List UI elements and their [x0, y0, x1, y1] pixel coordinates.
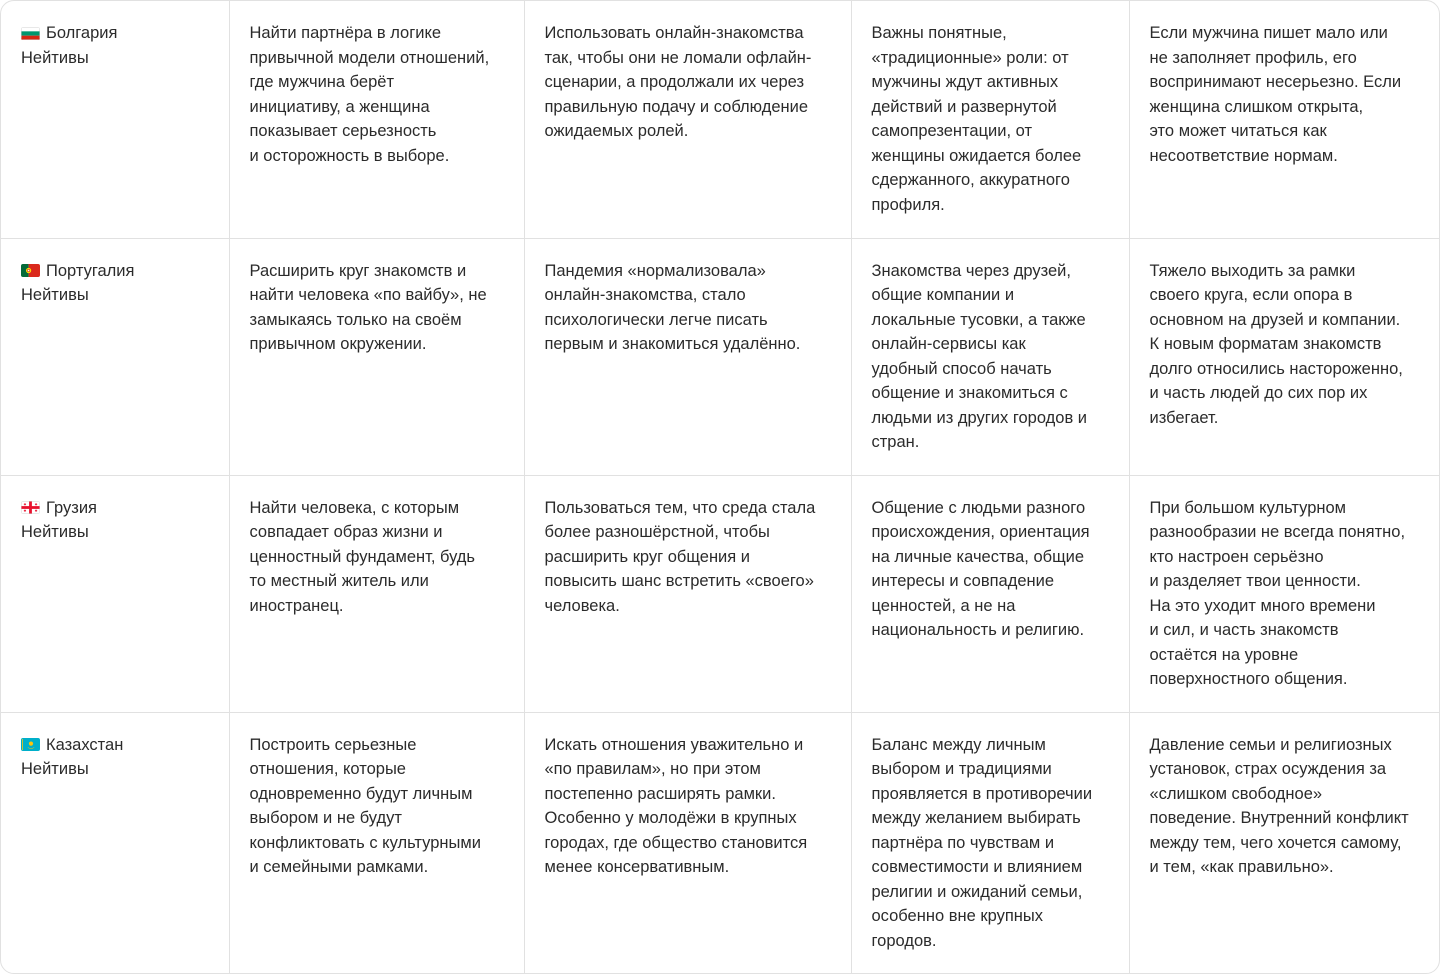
country-comparison-table: [1, 1, 1439, 973]
online-cell: Использовать онлайн-знакомства так, чтобы они не ломали офлайн- сценарии, а продолжали их через правильную подачу и соблюдение ожидаемых ролей.: [524, 1, 851, 238]
country-name: Болгария: [46, 24, 118, 42]
country-cell: [1, 1, 229, 238]
country-cell: [1, 712, 229, 973]
online-cell: Искать отношения уважительно и «по правилам», но при этом постепенно расширять рамки. Особенно у молодёжи в крупных городах, где общество становится менее консервативным.: [524, 712, 851, 973]
roles-cell: Важны понятные, «традиционные» роли: от мужчины ждут активных действий и развернутой самопрезентации, от женщины ожидается более сдержанного, аккуратного профиля.: [851, 1, 1129, 238]
bulgaria-flag-icon: [21, 27, 40, 40]
segment-label: Нейтивы: [21, 760, 89, 778]
goal-cell: Расширить круг знакомств и найти человека «по вайбу», не замыкаясь только на своём привычном окружении.: [229, 238, 524, 475]
table-row: [1, 238, 1439, 475]
pain-cell: Если мужчина пишет мало или не заполняет профиль, его воспринимают несерьезно. Если женщина слишком открыта, это может читаться как несоответствие нормам.: [1129, 1, 1439, 238]
kazakhstan-flag-icon: [21, 738, 40, 751]
portugal-flag-icon: [21, 264, 40, 277]
goal-cell: Найти человека, с которым совпадает образ жизни и ценностный фундамент, будь то местный житель или иностранец.: [229, 475, 524, 712]
pain-cell: Тяжело выходить за рамки своего круга, если опора в основном на друзей и компании. К новым форматам знакомств долго относились настороженно, и часть людей до сих пор их избегает.: [1129, 238, 1439, 475]
pain-cell: При большом культурном разнообразии не всегда понятно, кто настроен серьёзно и разделяет твои ценности. На это уходит много времени и сил, и часть знакомств остаётся на уровне поверхностного общения.: [1129, 475, 1439, 712]
table-row: [1, 1, 1439, 238]
pain-cell: Давление семьи и религиозных установок, страх осуждения за «слишком свободное» поведение. Внутренний конфликт между тем, чего хочется самому, и тем, «как правильно».: [1149, 735, 1409, 876]
georgia-flag-icon: [21, 501, 40, 514]
goal-cell: Найти партнёра в логике привычной модели отношений, где мужчина берёт инициативу, а женщина показывает серьезность и осторожность в выборе.: [229, 1, 524, 238]
online-cell: Пандемия «нормализовала» онлайн-знакомства, стало психологически легче писать первым и знакомиться удалённо.: [524, 238, 851, 475]
table-row: [1, 475, 1439, 712]
country-name: Казахстан: [46, 735, 124, 754]
goal-cell: Построить серьезные отношения, которые одновременно будут личным выбором и не будут конфликтовать с культурными и семейными рамками.: [229, 712, 524, 973]
country-cell: [1, 238, 229, 475]
online-cell: Пользоваться тем, что среда стала более разношёрстной, чтобы расширить круг общения и повысить шанс встретить «своего» человека.: [524, 475, 851, 712]
country-cell: [1, 475, 229, 712]
roles-cell: Баланс между личным выбором и традициями проявляется в противоречии между желанием выбирать партнёра по чувствам и совместимости и влиянием религии и ожиданий семьи, особенно вне крупных городов.: [851, 712, 1129, 973]
country-name: Грузия: [46, 498, 97, 517]
roles-cell: Общение с людьми разного происхождения, ориентация на личные качества, общие интересы и совпадение ценностей, а не на национальность и религию.: [851, 475, 1129, 712]
segment-label: Нейтивы: [21, 523, 89, 541]
segment-label: Нейтивы: [21, 286, 89, 304]
segment-label: Нейтивы: [21, 48, 89, 67]
country-name: Португалия: [46, 261, 135, 280]
table-row: [1, 712, 1439, 973]
roles-cell: Знакомства через друзей, общие компании и локальные тусовки, а также онлайн-сервисы как удобный способ начать общение и знакомиться с людьми из других городов и стран.: [851, 238, 1129, 475]
